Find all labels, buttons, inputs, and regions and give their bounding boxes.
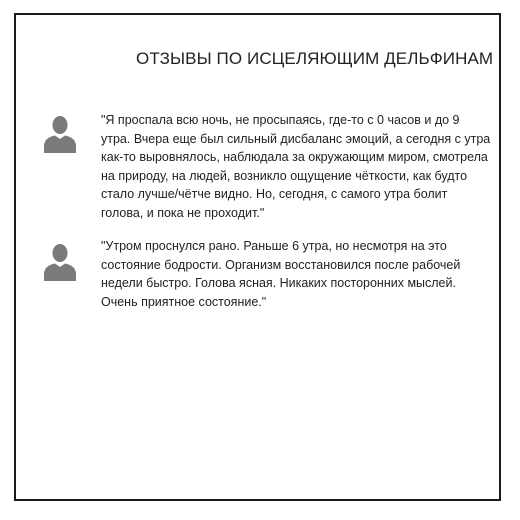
user-silhouette-icon xyxy=(44,243,76,281)
review-text: "Я проспала всю ночь, не просыпаясь, где-то с 0 часов и до 9 утра. Вчера еще был сильный дисбаланс эмоций, а сегодня с утра как-то выровнялось, наблюдала за окружающим миром, смотрела на природу, на людей, возникло ощущение чёткости, как будто стало лучше/чётче видно. Но, сегодня, с самого утра болит голова, и пока не проходит." xyxy=(101,113,491,220)
testimonials-card xyxy=(14,13,501,501)
review-text: "Утром проснулся рано. Раньше 6 утра, но несмотря на это состояние бодрости. Организм восстановился после рабочей недели быстро. Голова ясная. Никаких посторонних мыслей. Очень приятное состояние." xyxy=(101,239,461,309)
user-silhouette-icon xyxy=(44,115,76,153)
page-title: ОТЗЫВЫ ПО ИСЦЕЛЯЮЩИМ ДЕЛЬФИНАМ xyxy=(136,49,494,68)
